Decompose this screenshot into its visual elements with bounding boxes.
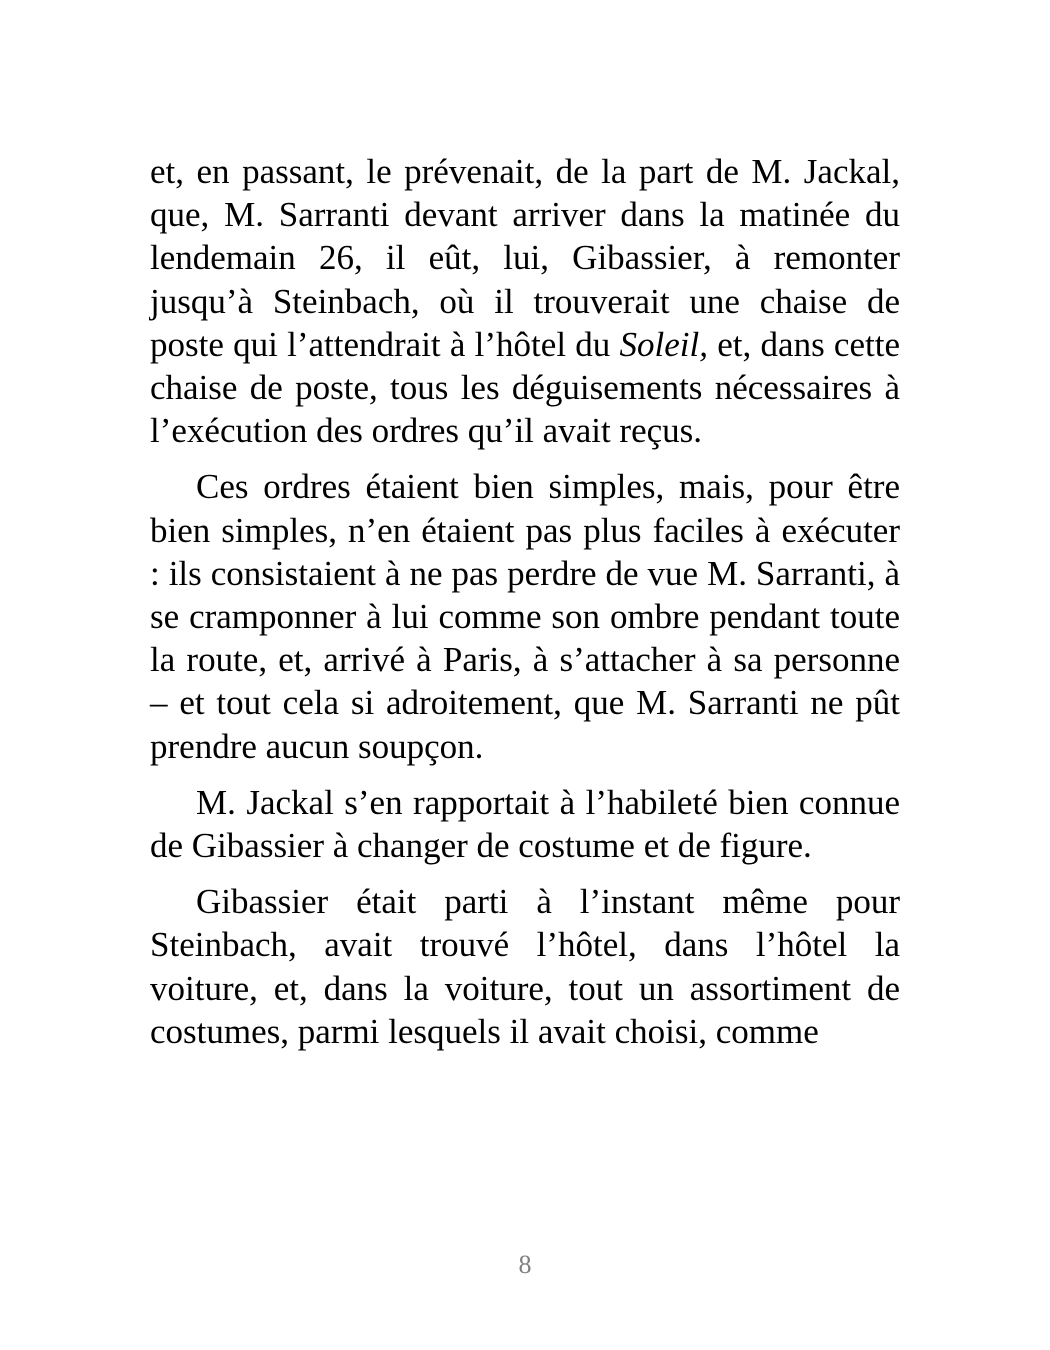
hotel-name-italic: Soleil, xyxy=(619,324,709,364)
paragraph-3: M. Jackal s’en rapportait à l’habileté bien connue de Gibassier à changer de costume et de figure. xyxy=(150,782,900,866)
paragraph-4: Gibassier était parti à l’instant même pour Steinbach, avait trouvé l’hôtel, dans l’hôtel la voiture, et, dans la voiture, tout un assortiment de costumes, parmi lesquels il avait choisi, comme xyxy=(150,882,900,1051)
page-body xyxy=(150,150,900,1066)
paragraph-1-text-start: et, en passant, le prévenait, de la part de M. Jackal, que, M. Sarranti devant arriver dans la matinée du lendemain 26, il eût, lui, Gibassier, à remonter jusqu’à Steinbach, où il trouverait une chaise de poste qui l’attendrait à l’hôtel du xyxy=(150,152,900,364)
paragraph-1-text-end: et, dans cette chaise de poste, tous les déguisements nécessaires à l’exécution des ordres qu’il avait reçus. xyxy=(150,324,900,451)
paragraph-2: Ces ordres étaient bien simples, mais, pour être bien simples, n’en étaient pas plus faciles à exécuter : ils consistaient à ne pas perdre de vue M. Sarranti, à se cramponner à lui comme son ombre pendant toute la route, et, arrivé à Paris, à s’attacher à sa personne – et tout cela si adroitement, que M. Sarranti ne pût prendre aucun soupçon. xyxy=(150,467,900,766)
page-number: 8 xyxy=(518,1250,532,1279)
paragraph-1 xyxy=(150,150,900,452)
